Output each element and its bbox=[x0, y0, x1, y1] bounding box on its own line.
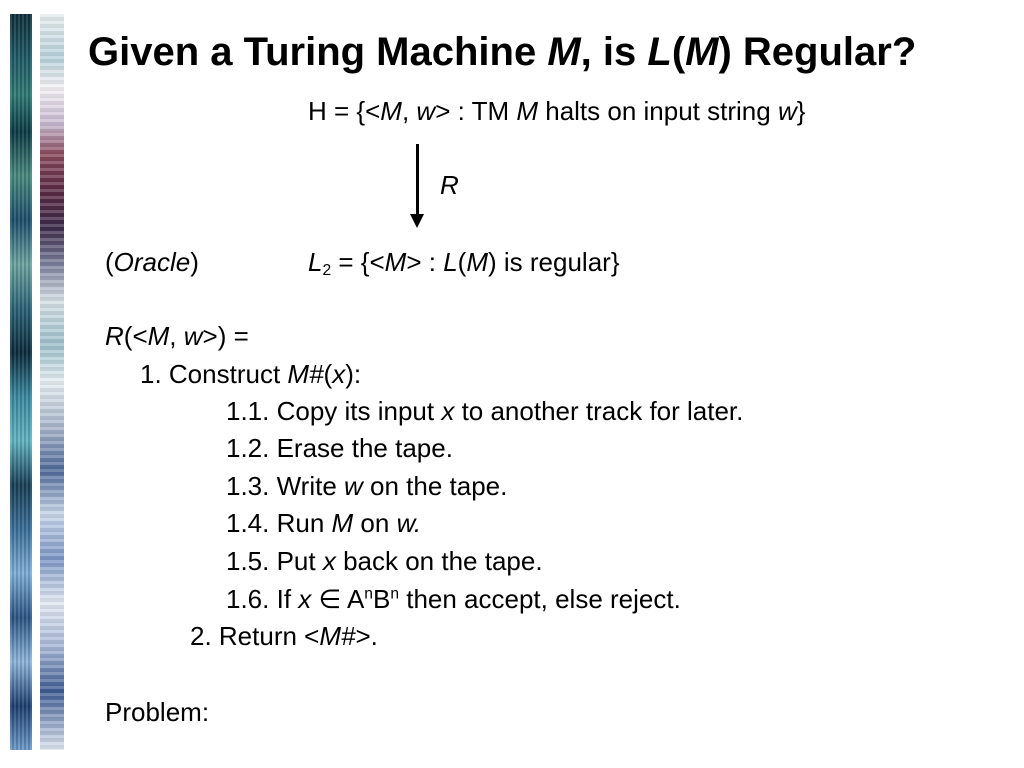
reduction-label: R bbox=[440, 170, 459, 200]
slide-title: Given a Turing Machine M, is L(M) Regular? bbox=[88, 30, 917, 74]
reduction-arrow-head bbox=[410, 214, 424, 228]
oracle-label: (Oracle) bbox=[105, 247, 199, 277]
step-1: 1. Construct M#(x): bbox=[140, 359, 362, 389]
reduction-arrow-shaft bbox=[416, 144, 419, 218]
reduction-definition-header: R(<M, w>) = bbox=[105, 321, 249, 351]
decorative-strip-left bbox=[10, 14, 32, 750]
l2-language-definition: $L_2 = \{<M>$ : L(M) is regular} bbox=[308, 247, 620, 279]
h-language-definition: H = {<M, w> : TM M halts on input string w} bbox=[308, 96, 806, 126]
step-2: 2. Return <M#>. bbox=[190, 621, 378, 651]
problem-label: Problem: bbox=[105, 697, 210, 727]
step-1-4: 1.4. Run M on w. bbox=[226, 508, 422, 538]
step-1-1: 1.1. Copy its input x to another track for later. bbox=[226, 396, 744, 426]
step-1-5: 1.5. Put x back on the tape. bbox=[226, 546, 543, 576]
decorative-strip-right bbox=[40, 14, 64, 750]
step-1-6: 1.6. If x ∈ $A^nB^n$ then accept, else reject. bbox=[226, 584, 681, 614]
step-1-3: 1.3. Write w on the tape. bbox=[226, 471, 508, 501]
step-1-2: 1.2. Erase the tape. bbox=[226, 433, 453, 463]
